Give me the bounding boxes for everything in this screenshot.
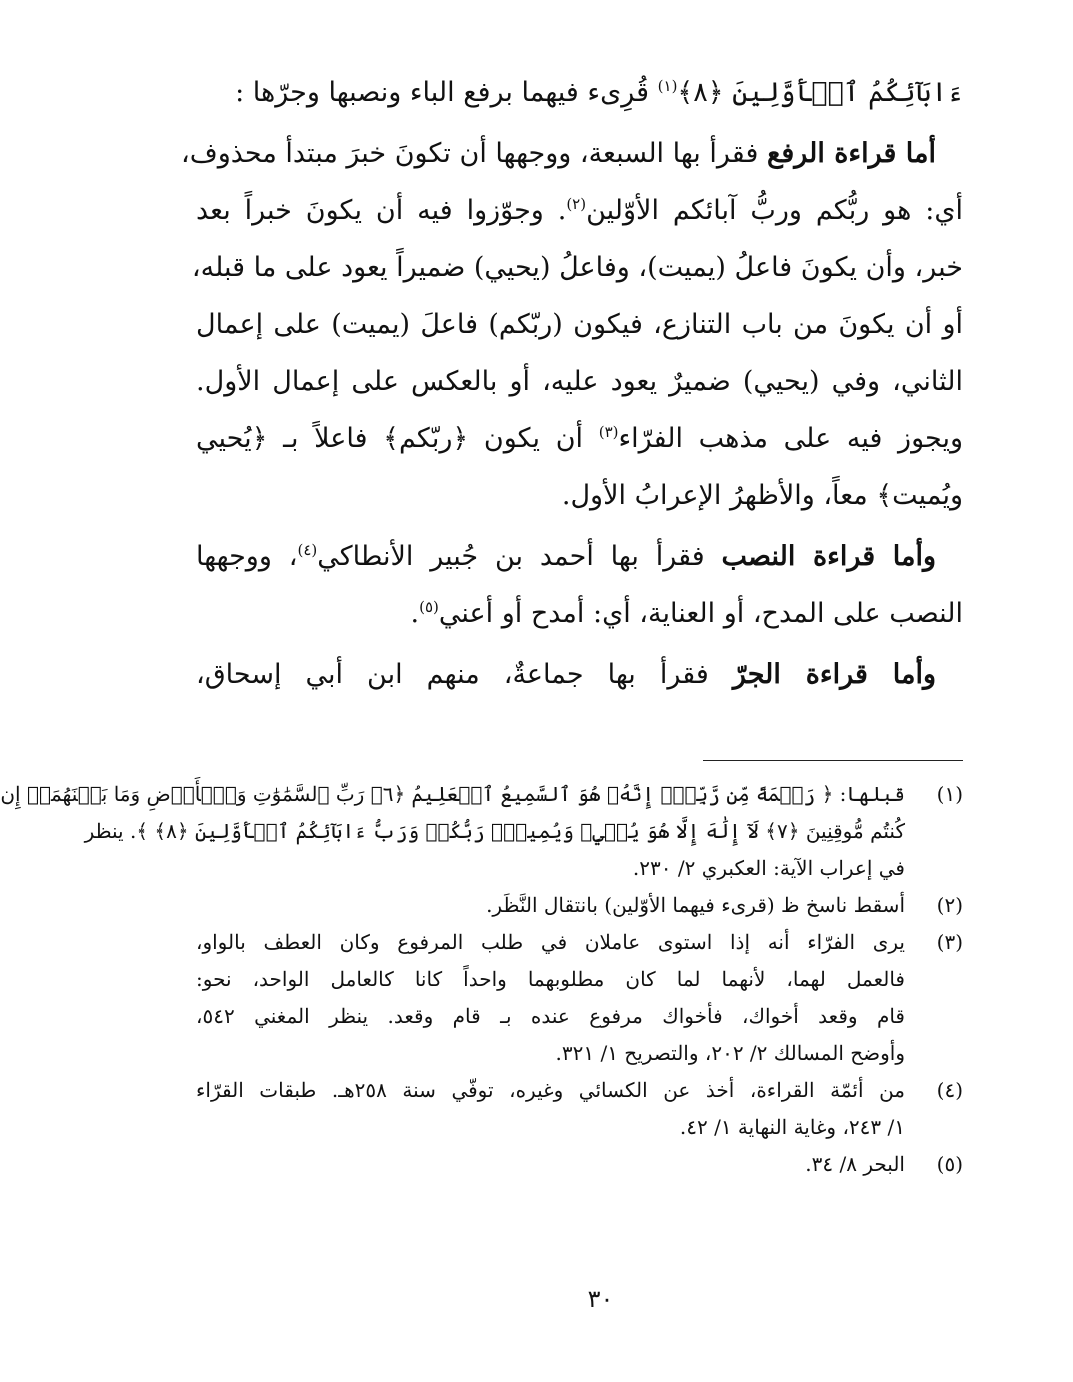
text-line: النصب على المدح، أو العناية، أي: أمدح أو أعني$^{(٥)}$. xyxy=(410,598,963,629)
section-heading: أما قراءة الرفع xyxy=(766,138,936,169)
footnote-ref: (١) xyxy=(657,77,678,95)
text-line: أي: هو ربُّكم وربُّ آبائكم الأوّلين$^{(٢)}$. وجوّزوا فيه أن يكونَ خبراً بعد xyxy=(196,195,963,226)
footnote-ref: (٣) xyxy=(598,423,619,441)
footnote xyxy=(0,776,963,887)
footnote-line: كُنتُم مُّوقِنِينَ ﴿٧﴾ لَآ إِلَٰهَ إِلَّا هُوَ يُحۡيِۦ وَيُمِيتُۖ رَبُّكُمۡ وَرَبُّ ءَابَآئِكُمُ ٱلۡأَوَّلِينَ ﴿٨﴾ ﴾. ينظر xyxy=(84,819,905,843)
text-line: وأما قراءة النصب فقرأ بها أحمد بن جُبير الأنطاكي$^{(٤)}$، ووجهها xyxy=(196,541,937,572)
footnote-line: من أئمّة القراءة، أخذ عن الكسائي وغيره، توفّي سنة ٢٥٨هـ. طبقات القرّاء xyxy=(196,1078,905,1102)
footnote-line: في إعراب الآية: العكبري ٢/ ٢٣٠. xyxy=(632,856,905,880)
footnote-ref: (٤) xyxy=(297,541,318,559)
footnote-ref: (٥) xyxy=(419,598,439,616)
text-line: ويُميت﴾ معاً، والأظهرُ الإعرابُ الأول. xyxy=(561,480,963,511)
footnote-ref: (٢) xyxy=(566,195,587,213)
text-line: الثاني، وفي (يحيي) ضميرٌ يعود عليه، أو بالعكس على إعمال الأول. xyxy=(196,366,963,397)
footnote-line: قبلها: ﴿ رَحۡمَةً مِّن رَّبِّكَۚ إِنَّهُۥ هُوَ ٱلسَّمِيعُ ٱلۡعَلِيمُ ﴿٦﴾ رَبِّ ٱلسَّمَٰوَٰتِ وَٱلۡأَرۡضِ وَمَا بَيۡنَهُمَآۖ إِن xyxy=(0,782,905,806)
footnote-line: وأوضح المسالك ٢/ ٢٠٢، والتصريح ١/ ٣٢١. xyxy=(555,1041,905,1065)
footnote-line: قام وقعد أخواك، فأخواك مرفوع عنده بـ قام وقعد. ينظر المغني ٥٤٢، xyxy=(196,1004,905,1028)
footnote-line: أسقط ناسخ ظ (قرىء فيهما الأوّلين) بانتقال النَّظَر. xyxy=(486,893,905,917)
footnote-number: (٣) xyxy=(936,930,963,954)
text-line: وأما قراءة الجرّ فقرأ بها جماعةٌ، منهم ابن أبي إسحاق، xyxy=(196,659,936,690)
footnote xyxy=(196,1146,963,1183)
text-line: ويجوز فيه على مذهب الفرّاء$^{(٣)}$ أن يكون ﴿ربّكم﴾ فاعلاً بـ ﴿يُحيي xyxy=(196,423,964,454)
footnote-number: (٢) xyxy=(936,893,963,917)
quran-verse-fragment: ءَابَآئِكُمُ ٱلۡأَوَّلِينَ ﴿٨﴾ xyxy=(677,77,963,108)
main-text xyxy=(180,64,964,703)
footnote-line: فالعمل لهما، لأنهما لما كان مطلوبهما واحداً كانا كالعامل الواحد، نحو: xyxy=(196,967,905,991)
text-line: ءَابَآئِكُمُ ٱلۡأَوَّلِينَ ﴿٨﴾$^{(١)}$ قُرِىء فيهما برفع الباء ونصبها وجرّها : xyxy=(235,77,963,108)
footnote-line: البحر ٨/ ٣٤. xyxy=(805,1152,905,1176)
text-line: أما قراءة الرفع فقرأ بها السبعة، ووجهها أن تكونَ خبرَ مبتدأ محذوف، xyxy=(180,138,936,169)
footnote xyxy=(196,1072,963,1146)
footnote-line: يرى الفرّاء أنه إذا استوى عاملان في طلب المرفوع وكان العطف بالواو، xyxy=(196,930,905,954)
text-line: خبر، وأن يكونَ فاعلُ (يميت)، وفاعلُ (يحيي) ضميراً يعود على ما قبله، xyxy=(191,252,963,283)
footnotes xyxy=(0,776,963,1183)
footnote-number: (١) xyxy=(936,782,963,806)
footnote-line: ١/ ٢٤٣، وغاية النهاية ١/ ٤٢. xyxy=(679,1115,905,1139)
section-heading: وأما قراءة الجرّ xyxy=(732,659,936,690)
text-line: أو أن يكونَ من باب التنازع، فيكون (ربّكم) فاعلَ (يميت) على إعمال xyxy=(196,309,963,340)
section-heading: وأما قراءة النصب xyxy=(721,541,937,572)
page-number: ٣٠ xyxy=(587,1285,614,1313)
footnote-number: (٥) xyxy=(936,1152,963,1176)
footnote-separator xyxy=(703,760,963,761)
footnote xyxy=(196,924,963,1072)
footnote-number: (٤) xyxy=(936,1078,963,1102)
footnote xyxy=(196,887,963,924)
